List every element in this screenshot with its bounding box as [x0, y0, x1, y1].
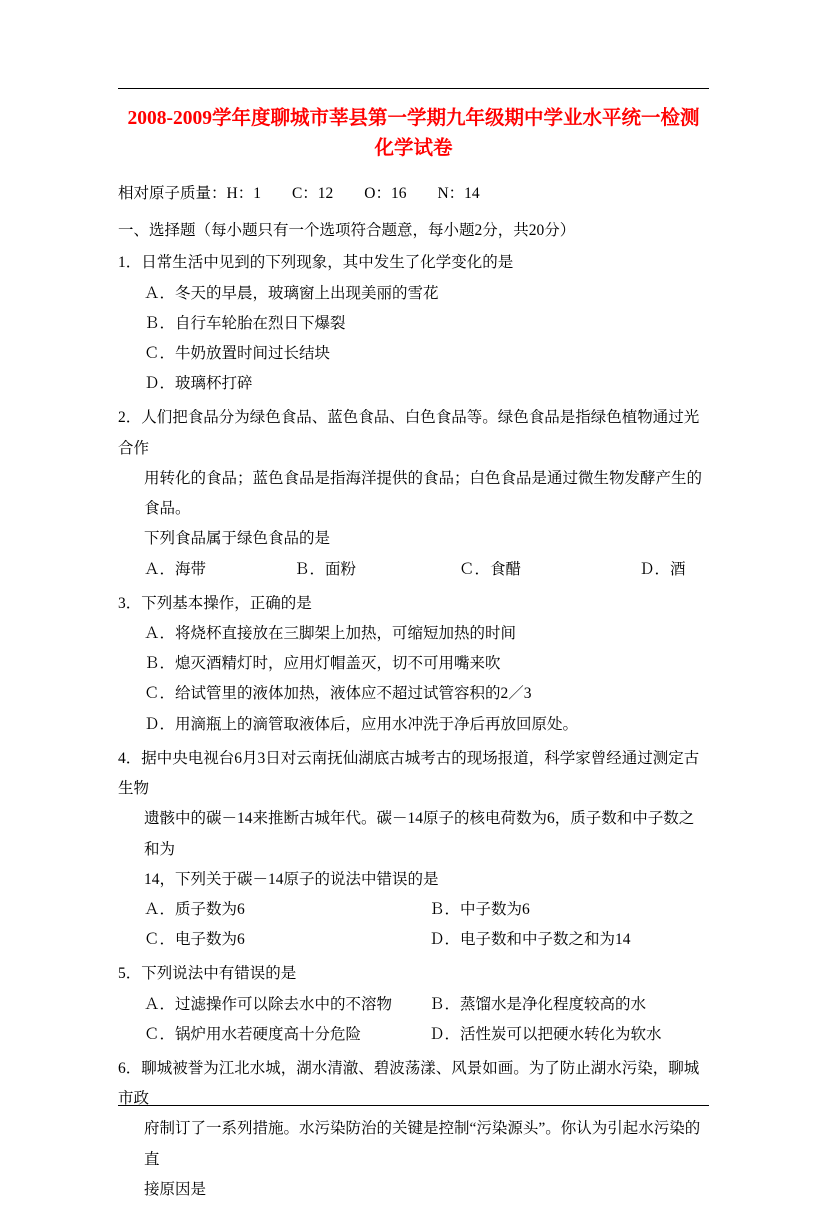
question-2-stem	[118, 403, 709, 554]
question-2-option-c: Ｃ．食醋	[459, 560, 522, 578]
question-5-option-d: Ｄ．活性炭可以把硬水转化为软水	[429, 1025, 662, 1043]
question-3-options	[118, 619, 709, 740]
document-body	[118, 0, 709, 1205]
question-3-option-d: Ｄ．用滴瓶上的滴管取液体后，应用水冲洗于净后再放回原处。	[144, 715, 579, 733]
question-1-options	[118, 279, 709, 400]
question-2-options	[118, 555, 709, 585]
question-2-option-d: Ｄ．酒	[639, 560, 686, 578]
question-4-option-a: Ａ．质子数为6	[144, 900, 245, 918]
question-4-stem-line-2: 遗骸中的碳－14来推断古城年代。碳－14原子的核电荷数为6，质子数和中子数之和为	[144, 810, 695, 858]
atomic-mass-line: 相对原子质量：H：1 C：12 O：16 N：14	[118, 185, 480, 203]
question-1-option-c: Ｃ．牛奶放置时间过长结块	[144, 345, 331, 363]
question-2-option-b: Ｂ．面粉	[294, 560, 357, 578]
question-4-option-row-1	[144, 895, 709, 925]
question-4-stem	[118, 744, 709, 895]
question-4-option-row-2	[144, 925, 709, 955]
page-title	[118, 104, 709, 164]
question-3-option-a: Ａ．将烧杯直接放在三脚架上加热，可缩短加热的时间	[144, 624, 517, 642]
question-1-option-d: Ｄ．玻璃杯打碎	[144, 375, 253, 393]
question-1-stem: 1．日常生活中见到的下列现象，其中发生了化学变化的是	[118, 254, 514, 272]
footer-rule	[118, 1105, 709, 1106]
page-title-line-1: 2008-2009学年度聊城市莘县第一学期九年级期中学业水平统一检测	[127, 108, 700, 129]
question-5-stem: 5．下列说法中有错误的是	[118, 965, 297, 983]
question-1-option-b: Ｂ．自行车轮胎在烈日下爆裂	[144, 314, 346, 332]
question-5-options	[118, 990, 709, 1050]
question-6-stem-line-3: 接原因是	[144, 1180, 207, 1198]
question-5-option-row-1	[144, 990, 709, 1020]
question-2	[118, 403, 709, 584]
question-4-option-d: Ｄ．电子数和中子数之和为14	[429, 931, 631, 949]
question-6-stem	[118, 1054, 709, 1205]
question-2-stem-line-1: 2．人们把食品分为绿色食品、蓝色食品、白色食品等。绿色食品是指绿色植物通过光合作	[118, 409, 700, 457]
question-4-stem-line-3: 14，下列关于碳－14原子的说法中错误的是	[144, 870, 439, 888]
question-3-stem: 3．下列基本操作，正确的是	[118, 594, 312, 612]
question-3-option-b: Ｂ．熄灭酒精灯时，应用灯帽盖灭，切不可用嘴来吹	[144, 655, 501, 673]
question-6-stem-line-1: 6．聊城被誉为江北水城，湖水清澈、碧波荡漾、风景如画。为了防止湖水污染，聊城市政	[118, 1060, 700, 1108]
question-4-options	[118, 895, 709, 955]
question-3-option-c: Ｃ．给试管里的液体加热，液体应不超过试管容积的2／3	[144, 685, 532, 703]
question-2-stem-line-3: 下列食品属于绿色食品的是	[144, 530, 331, 548]
question-1-option-a: Ａ．冬天的早晨，玻璃窗上出现美丽的雪花	[144, 284, 439, 302]
page-title-line-2: 化学试卷	[374, 138, 453, 160]
question-5-option-b: Ｂ．蒸馏水是净化程度较高的水	[429, 995, 647, 1013]
question-2-stem-line-2: 用转化的食品；蓝色食品是指海洋提供的食品；白色食品是通过微生物发酵产生的食品。	[144, 469, 703, 518]
question-3	[118, 589, 709, 740]
question-6-stem-line-2: 府制订了一系列措施。水污染防治的关键是控制“污染源头”。你认为引起水污染的直	[144, 1120, 701, 1168]
question-2-option-a: Ａ．海带	[144, 560, 207, 578]
section-heading-multiple-choice: 一、选择题（每小题只有一个选项符合题意，每小题2分，共20分）	[118, 222, 576, 240]
question-5-option-a: Ａ．过滤操作可以除去水中的不溶物	[144, 995, 393, 1013]
question-2-option-row	[144, 555, 709, 585]
question-6	[118, 1054, 709, 1205]
header-rule	[118, 88, 709, 89]
question-4-option-c: Ｃ．电子数为6	[144, 931, 245, 949]
question-4	[118, 744, 709, 956]
question-5-option-c: Ｃ．锅炉用水若硬度高十分危险	[144, 1025, 362, 1043]
question-4-stem-line-1: 4．据中央电视台6月3日对云南抚仙湖底古城考古的现场报道，科学家曾经通过测定古生物	[118, 749, 700, 798]
question-5-option-row-2	[144, 1020, 709, 1050]
question-5	[118, 959, 709, 1050]
question-4-option-b: Ｂ．中子数为6	[429, 900, 530, 918]
question-1	[118, 248, 709, 399]
